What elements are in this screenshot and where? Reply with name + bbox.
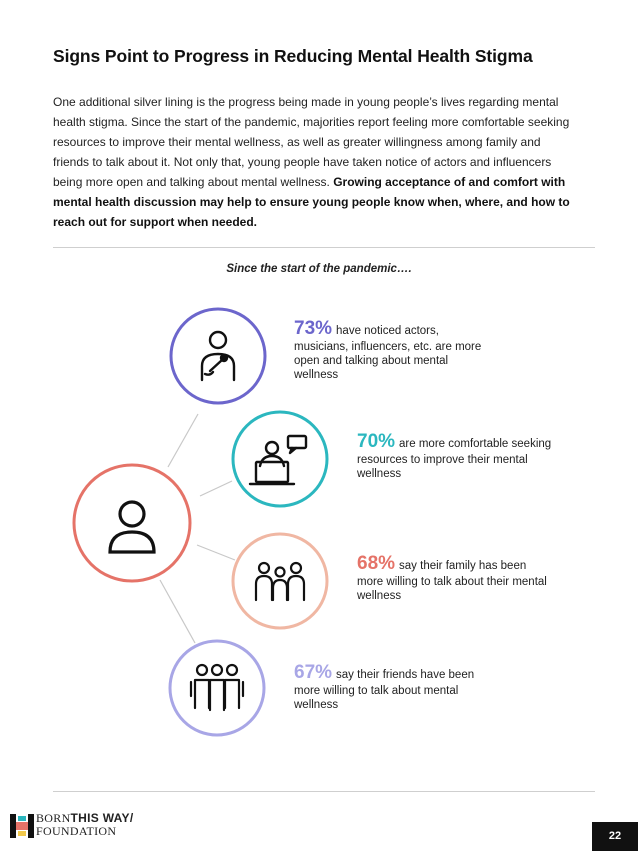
page-number: 22 [592,822,638,851]
stat-68-percent: 68% [357,553,396,574]
center-person-node [74,465,190,581]
stat-node-67 [170,641,264,735]
stat-73-percent: 73% [294,318,333,339]
stat-70-text: are more comfortable seeking resources to improve their mental wellness [357,438,552,480]
connector-line [200,481,232,496]
logo-born: BORN [36,811,71,825]
stat-67-percent: 67% [294,662,333,683]
page-title: Signs Point to Progress in Reducing Mental Health Stigma [53,46,533,66]
diagram-subtitle: Since the start of the pandemic…. [226,263,412,275]
connector-line [168,414,198,467]
stat-node-68 [233,534,327,628]
stat-67 [294,662,499,712]
stat-node-70 [233,412,327,506]
foundation-logo-icon [10,814,34,838]
stat-70 [357,431,562,481]
connector-line [197,545,235,560]
intro-bold-text: Growing acceptance of and comfort with mental health discussion may help to ensure young people know when, where, and how to reach out for support when needed. [53,175,570,229]
stat-67-text: say their friends have been more willing to talk about mental wellness [294,669,475,711]
stat-73-text: have noticed actors, musicians, influencers, etc. are more open and talking about mental wellness [294,325,482,381]
stat-68 [357,553,552,603]
divider-bottom [53,791,595,792]
connector-line [160,580,195,643]
stat-node-73 [171,309,265,403]
stat-68-text: say their family has been more willing to talk about their mental wellness [357,560,547,602]
stat-73 [294,318,484,382]
logo-foundation: FOUNDATION [36,824,117,838]
intro-text: One additional silver lining is the progress being made in young people’s lives regarding mental health stigma. Since the start of the pandemic, majorities report feeling more comfortable seeking resources to improve their mental wellness, as well as greater willingness among family and friends to talk about it. Not only that, young people have taken notice of actors and influencers being more open and talking about mental wellness. [53,95,570,189]
foundation-logo-text [36,812,133,838]
stat-70-percent: 70% [357,431,396,452]
logo-this-way: THIS WAY/ [70,811,134,825]
